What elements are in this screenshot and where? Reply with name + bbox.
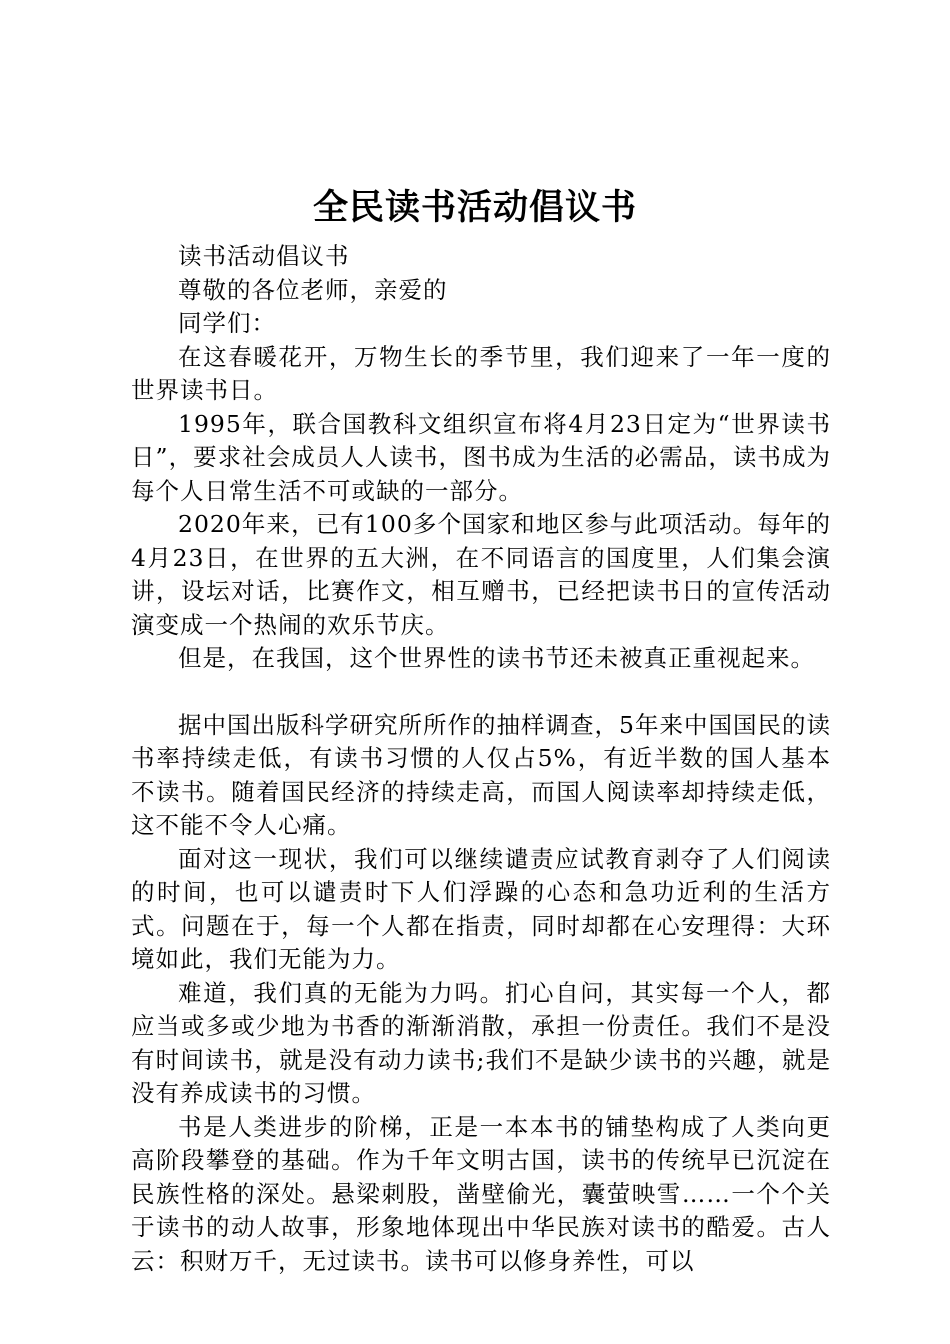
paragraph-salutation-cont: 同学们： xyxy=(178,309,276,337)
paragraph-worldwide: 2020年来，已有100多个国家和地区参与此项活动。每年的4月23日，在世界的五大洲，在不同语言的国度里，人们集会演讲，设坛对话，比赛作文，相互赠书，已经把读书日的宣传活动演变成一个热闹的欢乐节庆。 xyxy=(131,510,831,639)
paragraph-tradition: 书是人类进步的阶梯，正是一本本书的铺垫构成了人类向更高阶段攀登的基础。作为千年文明古国，读书的传统早已沉淀在民族性格的深处。悬梁刺股，凿壁偷光，囊萤映雪……一个个关于读书的动人故事，形象地体现出中华民族对读书的酷爱。古人云：积财万千，无过读书。读书可以修身养性，可以 xyxy=(131,1112,831,1275)
paragraph-subtitle: 读书活动倡议书 xyxy=(178,242,350,270)
paragraph-intro: 在这春暖花开，万物生长的季节里，我们迎来了一年一度的世界读书日。 xyxy=(131,342,831,404)
paragraph-survey: 据中国出版科学研究所所作的抽样调查，5年来中国国民的读书率持续走低，有读书习惯的人仅占5%，有近半数的国人基本不读书。随着国民经济的持续走高，而国人阅读率却持续走低，这不能不令人心痛。 xyxy=(131,710,831,839)
paragraph-responsibility: 难道，我们真的无能为力吗。扪心自问，其实每一个人，都应当或多或少地为书香的渐渐消散，承担一份责任。我们不是没有时间读书，就是没有动力读书;我们不是缺少读书的兴趣，就是没有养成读书的习惯。 xyxy=(131,978,831,1107)
document-title: 全民读书活动倡议书 xyxy=(312,187,637,228)
paragraph-salutation: 尊敬的各位老师，亲爱的 xyxy=(178,275,448,304)
paragraph-china: 但是，在我国，这个世界性的读书节还未被真正重视起来。 xyxy=(178,644,815,672)
paragraph-history: 1995年，联合国教科文组织宣布将4月23日定为“世界读书日”，要求社会成员人人读书，图书成为生活的必需品，读书成为每个人日常生活不可或缺的一部分。 xyxy=(131,409,831,505)
paragraph-situation: 面对这一现状，我们可以继续谴责应试教育剥夺了人们阅读的时间，也可以谴责时下人们浮躁的心态和急功近利的生活方式。问题在于，每一个人都在指责，同时却都在心安理得：大环境如此，我们无能为力。 xyxy=(131,844,831,973)
document-body xyxy=(131,240,831,1278)
